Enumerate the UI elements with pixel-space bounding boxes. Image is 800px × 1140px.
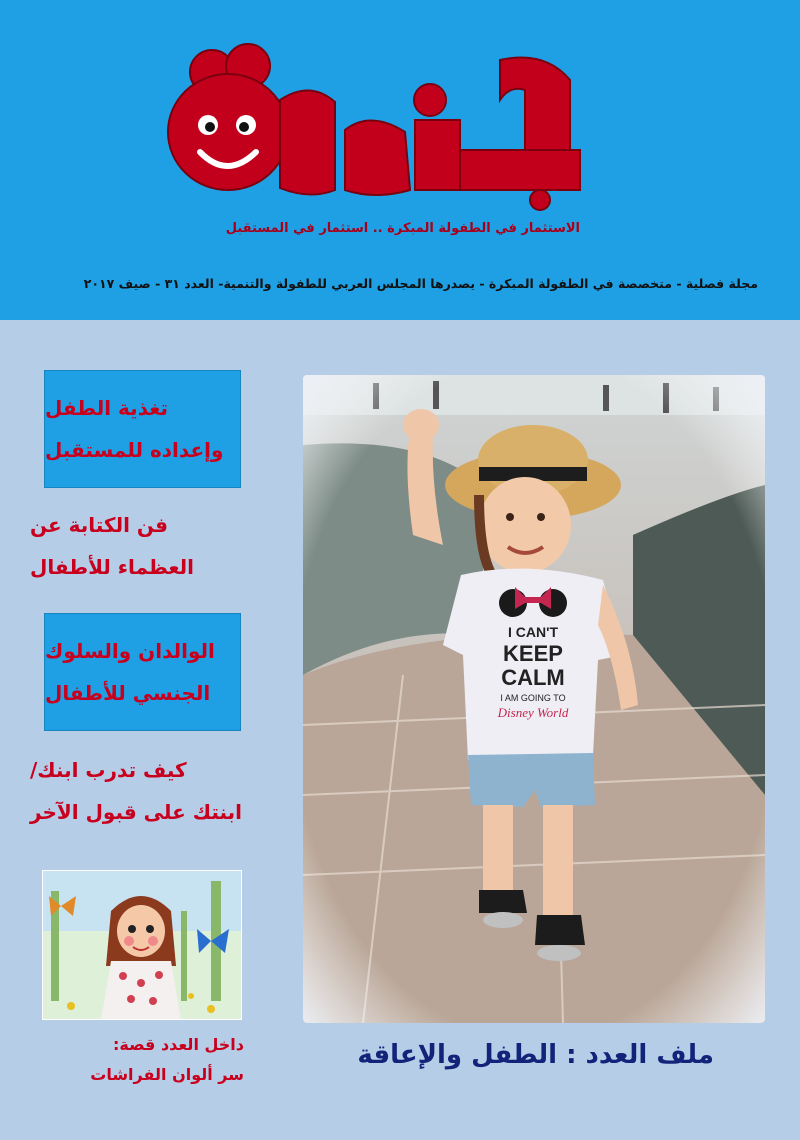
feature-box-nutrition — [44, 370, 241, 488]
feature-writing-line2: العظماء للأطفال — [30, 555, 195, 579]
magazine-logo — [160, 40, 590, 215]
feature-writing-line1: فن الكتابة عن — [30, 513, 168, 537]
story-line-1: داخل العدد قصة: — [113, 1035, 244, 1054]
story-teaser — [44, 1030, 244, 1090]
feature-parents-line2: الجنسي للأطفال — [45, 681, 211, 705]
issue-info: مجلة فصلية - متخصصة في الطفولة المبكرة - يصدرها المجلس العربي للطفولة والتنمية- العدد ٣١ - صيف ٢٠١٧ — [83, 276, 758, 291]
feature-parents-line1: الوالدان والسلوك — [45, 639, 215, 663]
masthead-tagline: الاستثمار في الطفولة المبكرة .. استثمار في المستقبل — [225, 221, 580, 236]
feature-acceptance — [30, 753, 243, 829]
feature-writing — [30, 508, 230, 584]
feature-box-parents — [44, 613, 241, 731]
feature-nutrition-line1: تغذية الطفل — [45, 396, 169, 420]
feature-acceptance-line2: ابنتك على قبول الآخر — [30, 800, 243, 824]
feature-acceptance-line1: كيف تدرب ابنك/ — [30, 758, 187, 782]
masthead-band — [0, 0, 800, 320]
story-illustration — [42, 870, 242, 1020]
story-line-2: سر ألوان الفراشات — [90, 1065, 244, 1084]
cover-photo — [303, 375, 765, 1023]
feature-nutrition-line2: وإعداده للمستقبل — [45, 438, 224, 462]
cover-story-title: ملف العدد : الطفل والإعاقة — [357, 1040, 714, 1070]
